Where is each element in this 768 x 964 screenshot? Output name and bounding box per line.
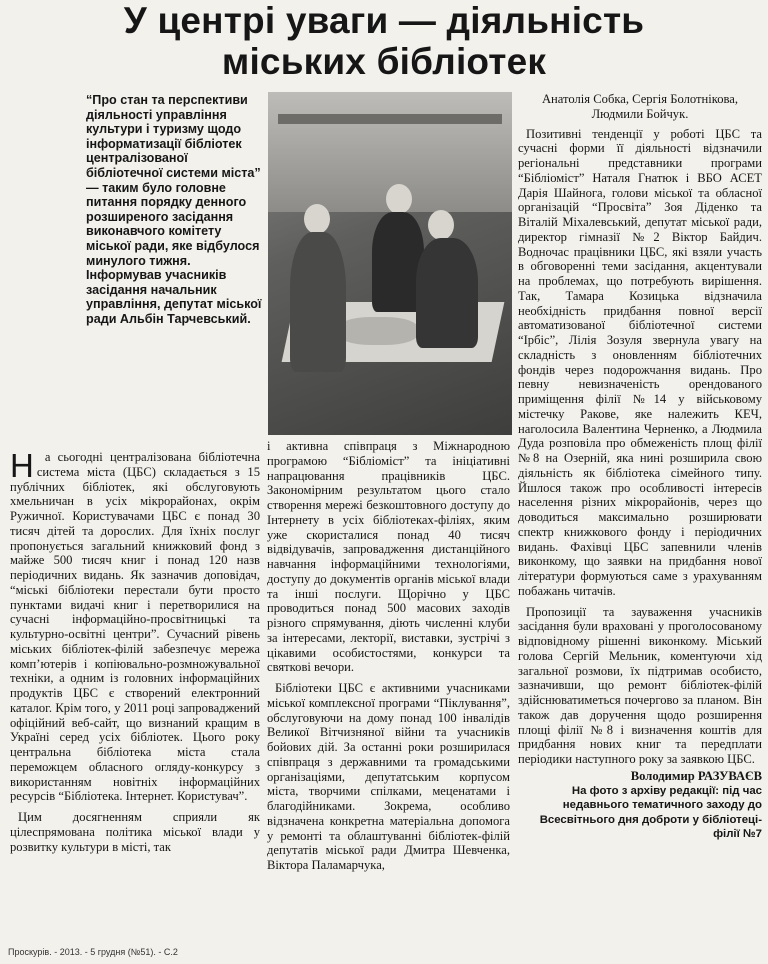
article-lead: “Про стан та перспективи діяльності управління культури і туризму щодо інформатизації бібліотек централізованої бібліотечної системи міста” — таким було головне питання порядку денного розширеного засідання виконавчого комітету міської ради, яке відбулося минулого тижня. Інформував учасників засідання начальник управління, депутат міської ради Альбін Тарчевський. [86, 93, 262, 326]
column2-paragraph-1: і активна співпраця з Міжнародною програмою “Бібліоміст” та ініціативні напрацювання працівників ЦБС. Закономірним результатом цього стало створення мережі безкоштовного доступу до Інтернету в усіх бібліотеках-філіях, яким уже скористалися понад 40 тисяч відвідувачів, запровадження дистанційного навчання інформаційними технологіями, доступу до документів органів міської влади та інші послуги. Щорічно у ЦБС проводиться понад 500 масових заходів різного спрямування, діють численні клуби за інтересами, лекторії, виставки, зустрічі з цікавими особистостями, конкурси та святкові вечори. [267, 439, 510, 675]
headline-line-1: У центрі уваги — діяльність [123, 0, 645, 41]
article-column-3 [518, 92, 762, 842]
column3-paragraph-1: Позитивні тенденції у роботі ЦБС та сучасні форми її діяльності відзначили регіональні представники програми “Бібліоміст” Наталя Гнатюк і ВБО АСЕТ Дарія Шайнога, голови міської та обласної організацій “Просвіта” Зоя Діденко та Віталій Міхалевський, депутат міської ради, директор гімназії №2 Віктор Байдич. Водночас працівники ЦБС, які взяли участь в обговоренні теми засідання, акцентували на проблемах, що потребують вирішення. Так, Тамара Козицька відзначила необхідність придбання повної версії автоматизованої бібліотечної системи “Ірбіс”, Лілія Зозуля звернула увагу на складність з оновленням бібліотечних фондів через подорожчання видань. Про певну невизначеність орендованого приміщення філії №14 у військовому містечку Ракове, яке належить КЕЧ, наголосила Валентина Черненко, а Людмила Дуда розповіла про обмеженість площ філії №8 на Озерній, яка нині розширила свою діяльність як бібліотека сімейного типу. Йшлося також про особливості інтересів населення різних мікрорайонів, через що доводиться максимально розширювати спектр книжкового фонду і періодичних видань. Фахівці ЦБС запевнили членів виконкому, що заявки на придбання нової літератури формуються саме з урахуванням побажань читачів. [518, 126, 762, 598]
article-headline [0, 0, 768, 82]
column1-paragraph-2: Цим досягненням сприяли як цілеспрямована політика міської влади у розвитку культури в місті, так [10, 810, 260, 854]
article-photo [268, 92, 512, 435]
article-author: Володимир РАЗУВАЄВ [630, 768, 762, 783]
headline-line-2: міських бібліотек [221, 41, 547, 82]
article-column-1 [10, 447, 260, 854]
column1-paragraph-1: а сьогодні централізована бібліотечна система міста (ЦБС) складається з 15 публічних бібліотек, які обслуговують хмельничан в усіх мікрорайонах, окрім Ружичної. Користувачами ЦБС є понад 30 тисяч дітей та дорослих. Для їхніх послуг пропонується загальний книжковий фонд з майже 500 тисяч книг і понад 120 назв періодичних видань. Як зазначив доповідач, “міські бібліотеки перестали бути просто пунктами видачі книг і перетворилися на сучасні інформаційно-просвітницькі та культурно-освітні центри”. Сучасний рівень міських бібліотек-філій забезпечує мережа комп’ютерів і копіювально-розмножувальної техніки, а одним із головних інформаційних продуктів ЦБС є створений електронний каталог. Крім того, у 2011 році запроваджений офіційний веб-сайт, що визнаний кращим в Україні серед усіх бібліотек. Цього року центральна бібліотека міста стала переможцем обласного огляду-конкурсу з використанням новітніх інформаційних ресурсів “Бібліотека. Інтернет. Користувач”. [10, 450, 260, 804]
drop-cap: Н [10, 447, 34, 484]
photo-caption: На фото з архіву редакції: під час недавнього тематичного заходу до Всесвітнього дня доброти у бібліотеці-філії №7 [539, 784, 762, 841]
source-footer: Проскурів. - 2013. - 5 грудня (№51). - С.2 [8, 947, 178, 957]
column3-paragraph-0: Анатолія Собка, Сергія Болотнікова, Людмили Бойчук. [541, 92, 739, 121]
article-column-2 [267, 439, 510, 873]
column2-paragraph-2: Бібліотеки ЦБС є активними учасниками міської комплексної програми “Піклування”, обслуговуючи на дому понад 100 інвалідів Великої Вітчизняної війни та учасників бойових дій. За останні роки розширилася співпраця з державними та громадськими організаціями, депутатським корпусом міста, творчими спілками, меценатами і благодійниками. Зокрема, особливо відзначена конкретна матеріальна допомога у ремонті та облаштуванні бібліотек-філій депутатів міської ради Дмитра Шевченка, Віктора Паламарчука, [267, 681, 510, 872]
column3-paragraph-2: Пропозиції та зауваження учасників засідання були враховані у проголосованому відповідному рішенні виконкому. Міський голова Сергій Мельник, коментуючи хід загальної розмови, їх підтримав особисто, зазначивши, що ремонт бібліотек-філій здійснюватиметься почергово за планом. Він також дав доручення щодо розширення площі філії №8 і визначення коштів для придбання нових книг та передплати періодики наступного року за заявкою ЦБС. [518, 604, 762, 766]
